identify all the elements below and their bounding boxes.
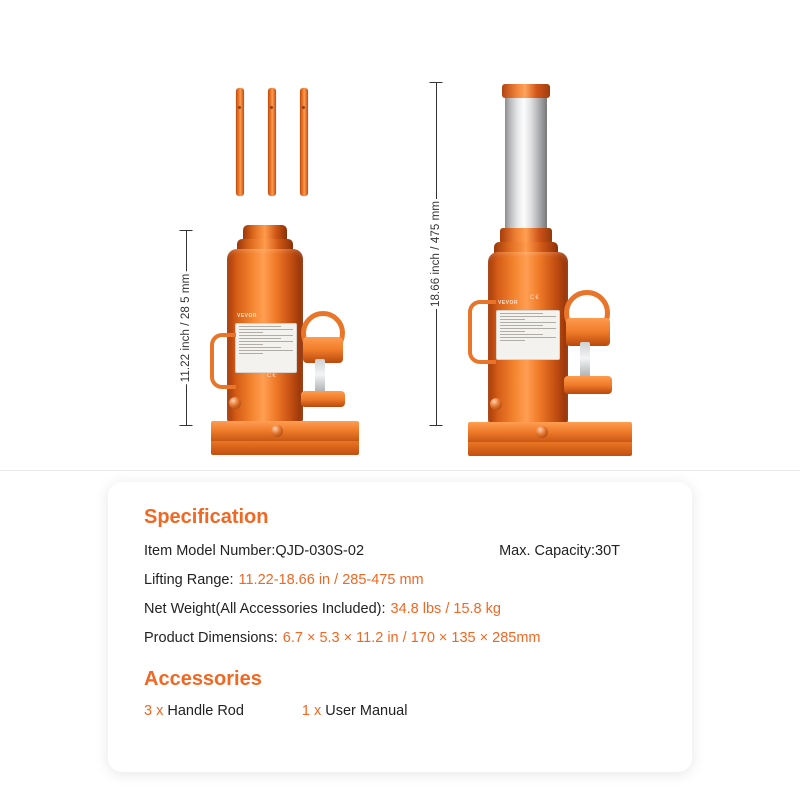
accessory-name: Handle Rod — [167, 703, 244, 719]
jack-ram-chrome — [505, 84, 547, 240]
handle-rod-icon — [268, 88, 276, 196]
jack-base-plate — [211, 421, 359, 443]
spec-key: Net Weight(All Accessories Included): — [144, 601, 386, 617]
accessory-quantity: 3 x — [144, 703, 164, 719]
dimension-collapsed-height — [178, 230, 194, 426]
spec-key: Product Dimensions: — [144, 630, 278, 646]
jack-base-bolt-icon — [490, 398, 502, 410]
specification-card — [108, 482, 692, 772]
dimension-extended-height — [428, 82, 444, 426]
jack-carry-handle — [210, 333, 236, 389]
handle-rod-icon — [236, 88, 244, 196]
jack-ram-cap — [502, 84, 550, 98]
accessory-name: User Manual — [325, 703, 408, 719]
jack-base-bolt-icon — [229, 397, 241, 409]
jack-base-front — [468, 442, 632, 456]
handle-rods-group — [232, 88, 318, 198]
jack-carry-handle — [468, 300, 496, 364]
spec-item-net-weight — [144, 601, 656, 617]
spec-key: Max. Capacity: — [499, 543, 595, 559]
spec-value: 30T — [595, 543, 620, 559]
spec-item-lifting-range — [144, 572, 656, 588]
spec-key: Item Model Number: — [144, 543, 276, 559]
accessory-item-handle-rod — [144, 703, 244, 719]
spec-item-model — [144, 543, 364, 559]
jack-pump-base — [301, 391, 345, 407]
jack-pump-base — [564, 376, 612, 394]
dimension-extended-label: 18.66 inch / 475 mm — [427, 199, 445, 309]
section-divider — [0, 470, 800, 471]
accessory-quantity: 1 x — [301, 703, 322, 719]
spec-value: QJD-030S-02 — [275, 543, 365, 559]
spec-value: 6.7 × 5.3 × 11.2 in / 170 × 135 × 285mm — [282, 630, 541, 646]
brand-text: VEVOR — [498, 300, 519, 306]
brand-text: VEVOR — [237, 313, 258, 319]
accessories-list — [144, 703, 656, 719]
dimension-cap-bottom — [430, 425, 443, 426]
spec-value: 11.22-18.66 in / 285-475 mm — [238, 572, 424, 588]
jack-base-front — [211, 441, 359, 455]
spec-item-capacity — [499, 543, 620, 559]
handle-rod-icon — [300, 88, 308, 196]
spec-key: Lifting Range: — [144, 572, 234, 588]
spec-label-plate — [496, 310, 560, 360]
jack-base-bolt-icon — [271, 425, 283, 437]
accessory-item-user-manual — [302, 703, 408, 719]
spec-item-product-dimensions — [144, 630, 656, 646]
spec-label-plate — [235, 323, 297, 373]
specification-title: Specification — [144, 506, 269, 528]
dimension-cap-bottom — [180, 425, 193, 426]
bottle-jack-extended-image — [460, 80, 640, 438]
jack-base-plate — [468, 422, 632, 444]
spec-value: 34.8 lbs / 15.8 kg — [390, 601, 501, 617]
accessories-title: Accessories — [144, 668, 262, 690]
ce-mark-icon: C€ — [267, 373, 277, 379]
ce-mark-icon: C€ — [530, 295, 540, 301]
spec-row-model-capacity — [144, 543, 656, 559]
dimension-collapsed-label: 11.22 inch / 28 5 mm — [177, 272, 195, 385]
jack-base-bolt-icon — [536, 426, 548, 438]
jack-ram — [505, 84, 547, 240]
bottle-jack-collapsed-image — [205, 225, 365, 435]
